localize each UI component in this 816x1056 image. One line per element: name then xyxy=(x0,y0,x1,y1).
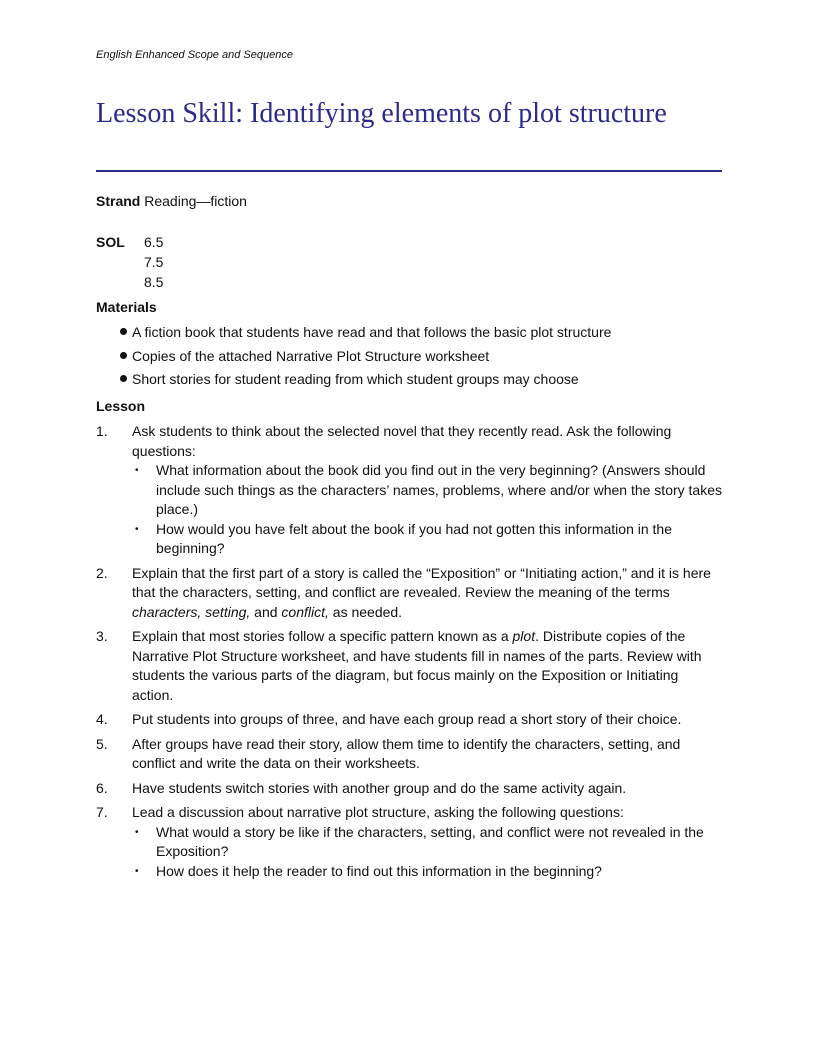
sol-list xyxy=(144,232,163,292)
strand-line xyxy=(96,193,247,209)
step-text: Ask students to think about the selected novel that they recently read. Ask the following questions: xyxy=(132,423,672,459)
materials-item xyxy=(96,370,611,394)
lesson-step-5 xyxy=(96,735,722,774)
materials-item xyxy=(96,347,611,371)
step-number: 4. xyxy=(96,711,108,727)
step-number: 6. xyxy=(96,779,108,796)
lesson-step-6 xyxy=(96,779,722,799)
step-text: Have students switch stories with another group and do the same activity again. xyxy=(132,779,627,796)
sub-question xyxy=(132,862,722,882)
strand-label: Strand xyxy=(96,193,141,209)
step-text xyxy=(132,627,722,705)
sub-question xyxy=(132,823,722,862)
step-number: 3. xyxy=(96,628,108,644)
materials-item-text: Short stories for student reading from which student groups may choose xyxy=(132,371,579,387)
bullet-icon xyxy=(120,328,127,335)
sub-question-text: What information about the book did you find out in the very beginning? (Answers should include such things as the characters’ names, problems, where and/or when the story takes place.) xyxy=(156,462,722,517)
bullet-icon: • xyxy=(135,465,139,476)
page-header: English Enhanced Scope and Sequence xyxy=(96,49,293,61)
sol-item: 8.5 xyxy=(144,274,164,290)
bullet-icon xyxy=(120,352,127,359)
step-text: After groups have read their story, allow them time to identify the characters, setting, and conflict and write the data on their worksheets. xyxy=(132,735,681,771)
sub-question-text: How does it help the reader to find out this information in the beginning? xyxy=(156,862,602,879)
bullet-icon xyxy=(120,375,127,382)
step-number: 2. xyxy=(96,564,108,581)
step-text: Lead a discussion about narrative plot structure, asking the following questions: xyxy=(132,804,624,820)
lesson-step-1 xyxy=(96,422,722,559)
step-number: 7. xyxy=(96,804,108,820)
lesson-heading: Lesson xyxy=(96,398,146,414)
sol-item: 7.5 xyxy=(144,254,164,270)
sol-label: SOL xyxy=(96,234,125,250)
materials-heading: Materials xyxy=(96,299,157,315)
step-term: conflict, xyxy=(281,603,329,620)
sub-question xyxy=(132,520,722,559)
materials-item-text: A fiction book that students have read and that follows the basic plot structure xyxy=(132,324,612,340)
step-text-part: and xyxy=(250,603,282,620)
bullet-icon: • xyxy=(135,865,139,877)
sub-question-text: How would you have felt about the book if you had not gotten this information in the beginning? xyxy=(156,520,672,556)
step-number: 5. xyxy=(96,735,108,752)
step-term: plot xyxy=(512,628,536,644)
lesson-title: Lesson Skill: Identifying elements of plot structure xyxy=(96,98,667,129)
lesson-step-2 xyxy=(96,564,722,623)
step-text-part: . Distribute copies of the Narrative Plot Structure worksheet, and have students fill in names of the parts. Review with students the various parts of the diagram, but focus mainly on the Exposition or Initiating action. xyxy=(132,628,702,703)
bullet-icon: • xyxy=(135,523,139,535)
step-number: 1. xyxy=(96,423,108,439)
bullet-icon: • xyxy=(135,826,139,838)
step-text: Put students into groups of three, and have each group read a short story of their choice. xyxy=(132,711,682,727)
sol-item: 6.5 xyxy=(144,234,164,250)
materials-list xyxy=(96,323,611,394)
lesson-steps xyxy=(96,422,722,886)
step-text-part: Explain that most stories follow a specific pattern known as a xyxy=(132,628,513,644)
step-text-part: Explain that the first part of a story is called the “Exposition” or “Initiating action,” and it is here that the characters, setting, and conflict are revealed. Review the meaning of the terms xyxy=(132,564,711,600)
step-term: characters, setting, xyxy=(132,603,251,620)
lesson-step-4 xyxy=(96,710,722,730)
strand-value: Reading—fiction xyxy=(144,193,247,209)
sub-question xyxy=(132,461,722,520)
lesson-step-3 xyxy=(96,627,722,705)
step-text xyxy=(132,564,722,623)
step-text-part: as needed. xyxy=(328,603,403,620)
sub-question-text: What would a story be like if the characters, setting, and conflict were not revealed in the Exposition? xyxy=(156,823,704,859)
lesson-step-7 xyxy=(96,803,722,881)
materials-item xyxy=(96,323,611,347)
title-rule xyxy=(96,170,722,172)
materials-item-text: Copies of the attached Narrative Plot Structure worksheet xyxy=(132,347,490,364)
